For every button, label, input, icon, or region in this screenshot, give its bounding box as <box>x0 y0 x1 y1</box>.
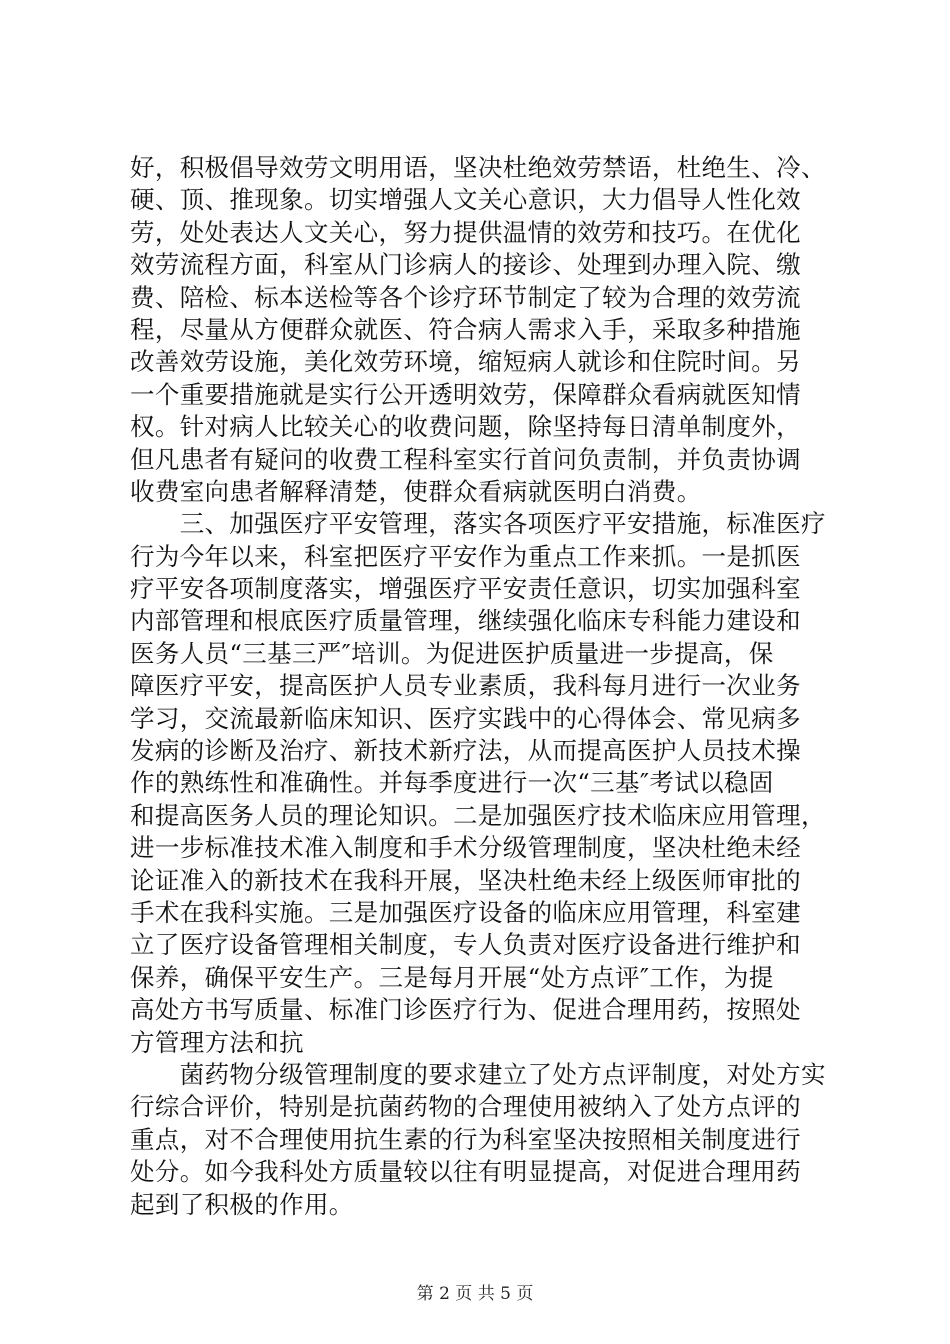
text-line: 菌药物分级管理制度的要求建立了处方点评制度，对处方实 <box>130 1059 826 1089</box>
text-line: 高处方书写质量、标准门诊医疗行为、促进合理用药，按照处 <box>130 995 801 1025</box>
text-line: 行综合评价，特别是抗菌药物的合理使用被纳入了处方点评的 <box>130 1092 801 1122</box>
text-line: 收费室向患者解释清楚，使群众看病就医明白消费。 <box>130 476 702 506</box>
text-line: 一个重要措施就是实行公开透明效劳，保障群众看病就医知情 <box>130 379 801 409</box>
text-line: 三、加强医疗平安管理，落实各项医疗平安措施，标准医疗 <box>130 509 826 539</box>
text-line: 疗平安各项制度落实，增强医疗平安责任意识，切实加强科室 <box>130 574 801 604</box>
text-line: 行为今年以来，科室把医疗平安作为重点工作来抓。一是抓医 <box>130 541 801 571</box>
text-line: 好，积极倡导效劳文明用语，坚决杜绝效劳禁语，杜绝生、冷、 <box>130 153 826 182</box>
text-line: 劳，处处表达人文关心，努力提供温情的效劳和技巧。在优化 <box>130 217 801 247</box>
text-line: 进一步标准技术准入制度和手术分级管理制度，坚决杜绝未经 <box>130 833 801 863</box>
text-line: 论证准入的新技术在我科开展，坚决杜绝未经上级医师审批的 <box>130 865 801 895</box>
text-line: 医务人员“三基三严″培训。为促进医护质量进一步提高，保 <box>130 638 774 668</box>
text-line: 起到了积极的作用。 <box>130 1189 354 1219</box>
text-line: 发病的诊断及治疗、新技术新疗法，从而提高医护人员技术操 <box>130 736 801 766</box>
text-line: 障医疗平安，提高医护人员专业素质，我科每月进行一次业务 <box>130 671 801 701</box>
text-line: 和提高医务人员的理论知识。二是加强医疗技术临床应用管理， <box>130 800 826 830</box>
text-line: 费、陪检、标本送检等各个诊疗环节制定了较为合理的效劳流 <box>130 282 801 312</box>
text-line: 保养，确保平安生产。三是每月开展“处方点评″工作，为提 <box>130 962 774 992</box>
text-line: 方管理方法和抗 <box>130 1027 304 1057</box>
text-line: 手术在我科实施。三是加强医疗设备的临床应用管理，科室建 <box>130 897 801 927</box>
text-line: 内部管理和根底医疗质量管理，继续强化临床专科能力建设和 <box>130 606 801 636</box>
text-line: 处分。如今我科处方质量较以往有明显提高，对促进合理用药 <box>130 1157 801 1187</box>
text-line: 学习，交流最新临床知识、医疗实践中的心得体会、常见病多 <box>130 703 801 733</box>
body-text <box>130 152 855 1221</box>
page-footer: 第 2 页 共 5 页 <box>416 1284 534 1304</box>
text-line: 效劳流程方面，科室从门诊病人的接诊、处理到办理入院、缴 <box>130 250 801 280</box>
text-line: 改善效劳设施，美化效劳环境，缩短病人就诊和住院时间。另 <box>130 347 801 377</box>
text-line: 权。针对病人比较关心的收费问题，除坚持每日清单制度外， <box>130 412 801 442</box>
text-line: 但凡患者有疑问的收费工程科室实行首问负责制，并负责协调 <box>130 444 801 474</box>
text-line: 程，尽量从方便群众就医、符合病人需求入手，采取多种措施 <box>130 314 801 344</box>
text-line: 作的熟练性和准确性。并每季度进行一次“三基″考试以稳固 <box>130 768 774 798</box>
text-line: 立了医疗设备管理相关制度，专人负责对医疗设备进行维护和 <box>130 930 801 960</box>
text-line: 重点，对不合理使用抗生素的行为科室坚决按照相关制度进行 <box>130 1124 801 1154</box>
text-line: 硬、顶、推现象。切实增强人文关心意识，大力倡导人性化效 <box>130 185 801 215</box>
